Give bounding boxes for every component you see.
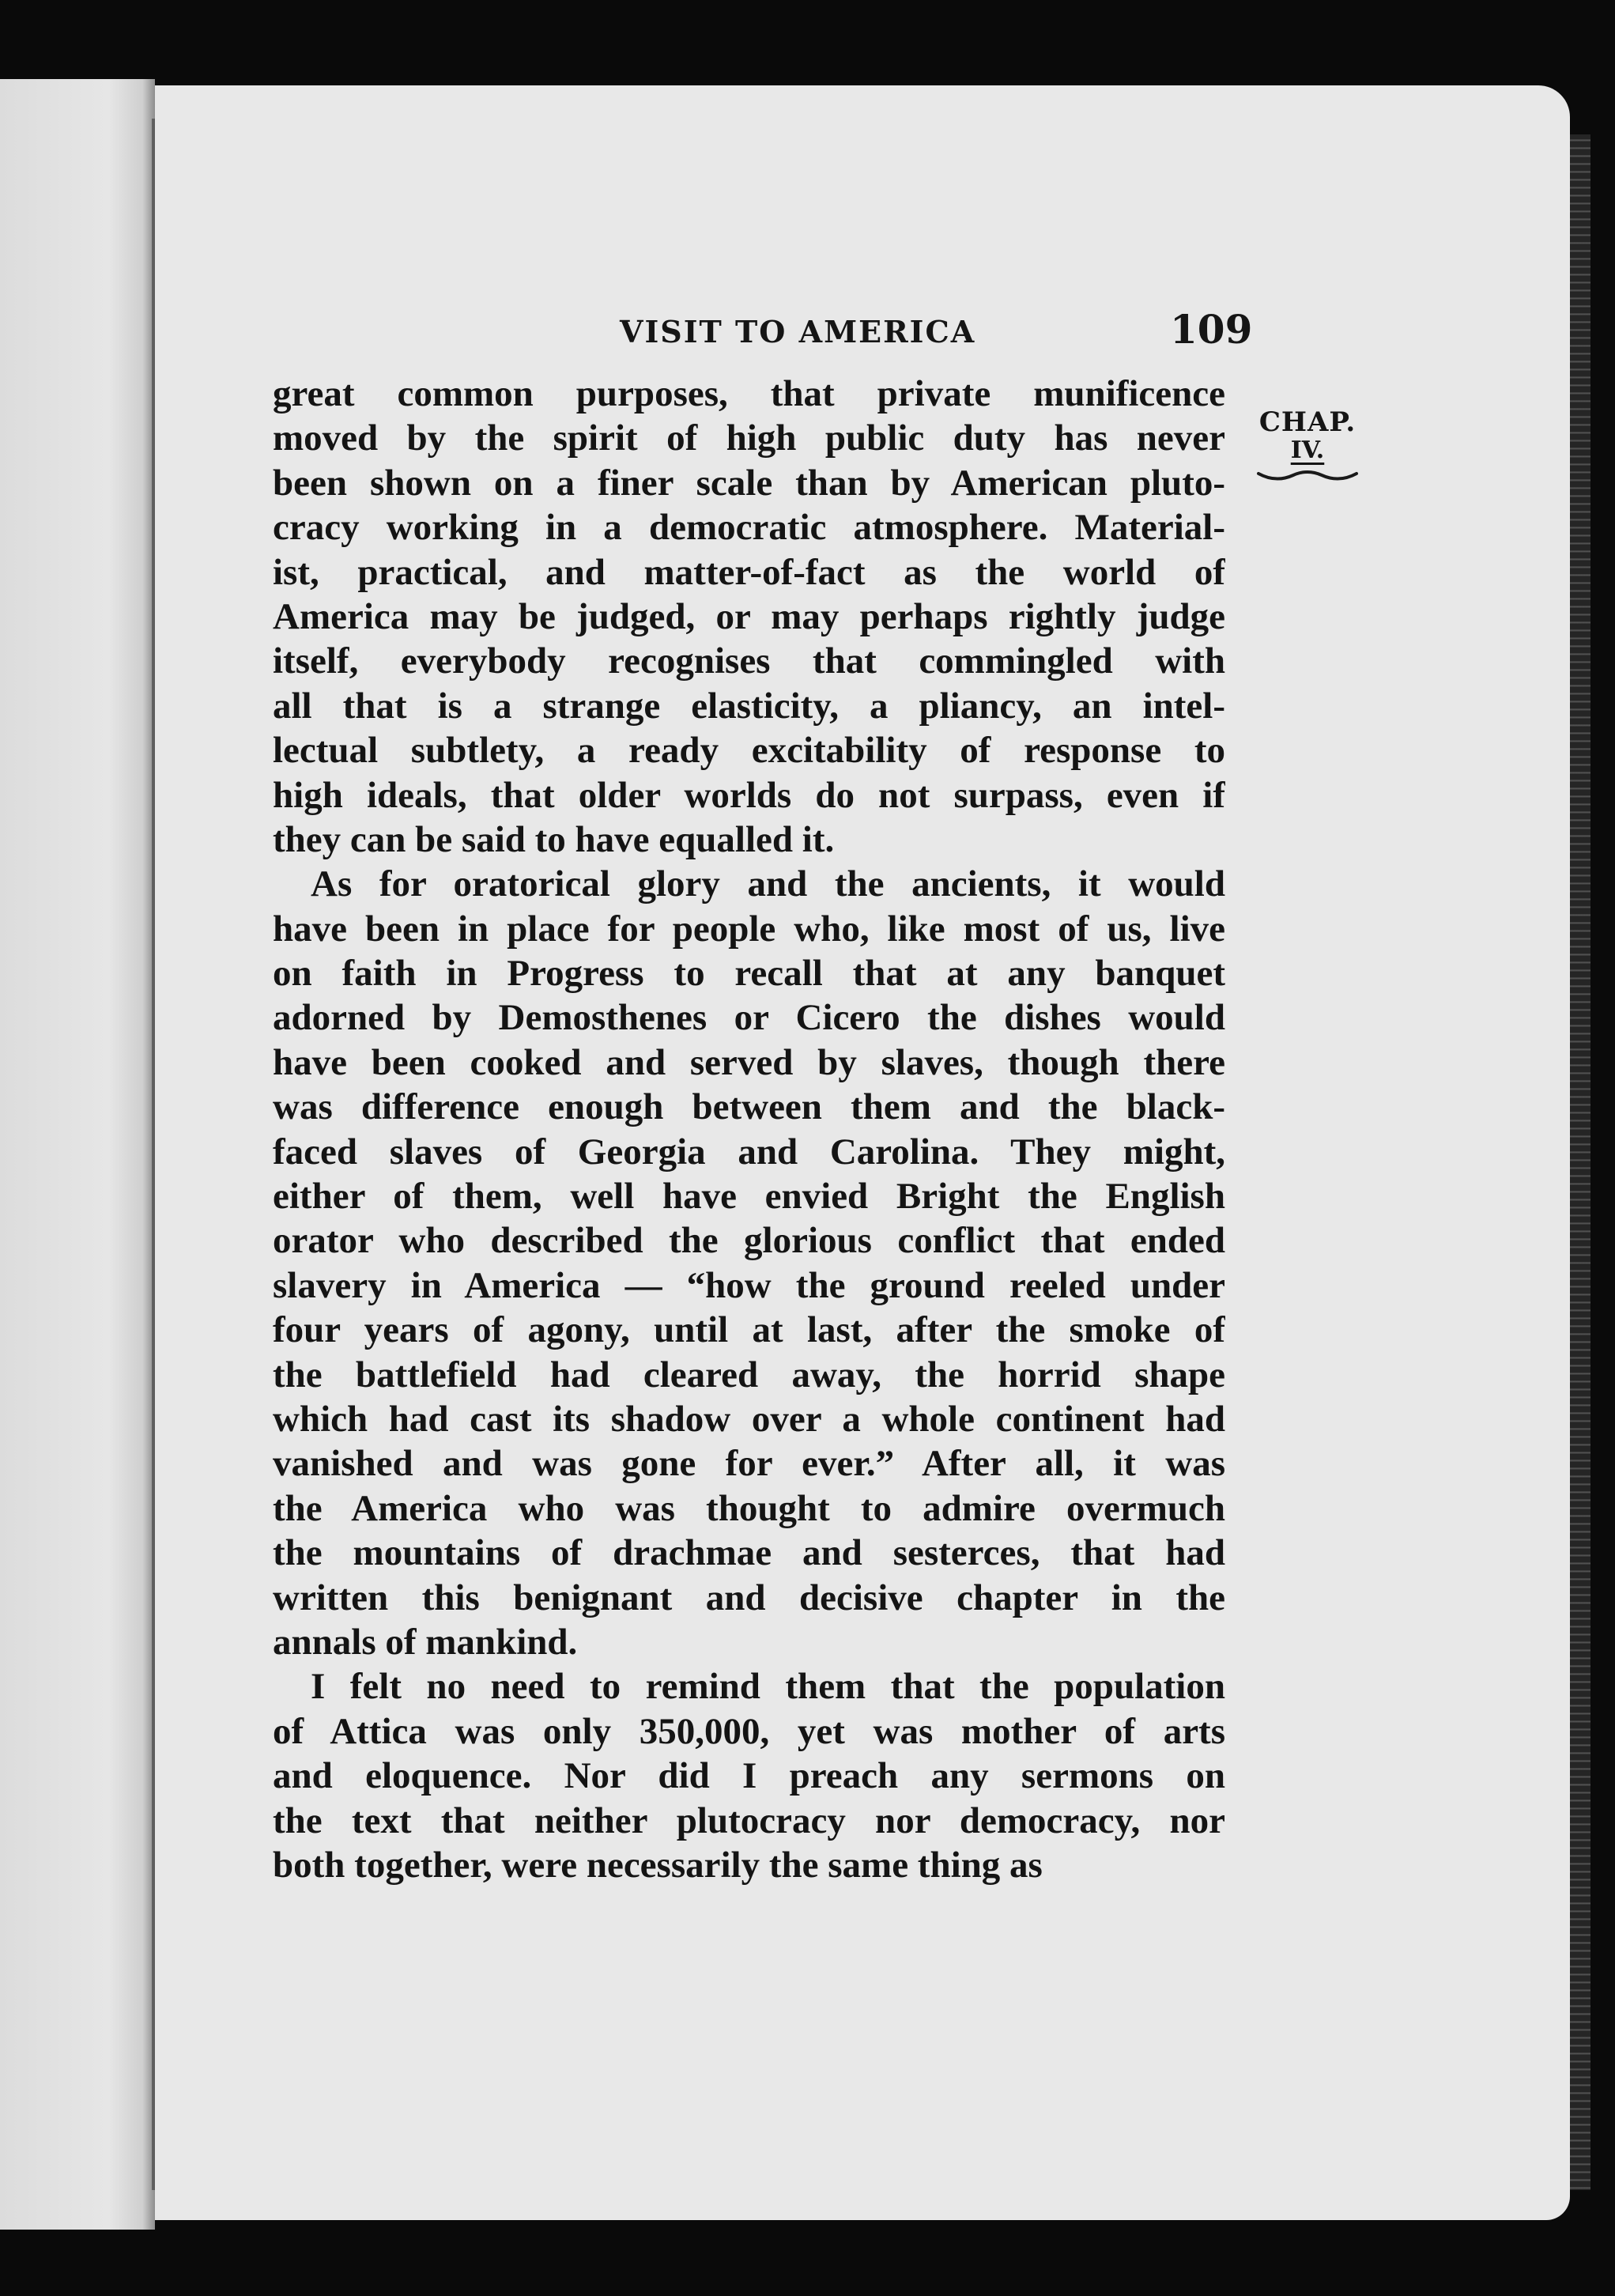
text-line: orator who described the glorious conflict that ended: [273, 1220, 1225, 1262]
text-line: lectual subtlety, a ready excitability of response to: [273, 730, 1225, 772]
text-line: slavery in America — “how the ground reeled under: [273, 1264, 1225, 1306]
text-line: great common purposes, that private munificence: [273, 373, 1225, 414]
text-line: of Attica was only 350,000, yet was mother of arts: [273, 1710, 1225, 1752]
text-line: the battlefield had cleared away, the horrid shape: [273, 1354, 1225, 1395]
text-line: I felt no need to remind them that the population: [311, 1666, 1225, 1708]
paragraph: [273, 862, 1225, 1664]
text-line: the text that neither plutocracy nor democracy, nor: [273, 1799, 1225, 1841]
ornament-flourish-icon: [1252, 466, 1363, 485]
text-line: was difference enough between them and the black-: [273, 1086, 1225, 1128]
text-line: been shown on a finer scale than by American pluto-: [273, 462, 1225, 504]
text-line: either of them, well have envied Bright the English: [273, 1176, 1225, 1218]
chapter-label: CHAP.: [1258, 406, 1357, 438]
page-stack-edge: [1570, 134, 1590, 2190]
facing-page-edge: [0, 79, 155, 2230]
text-line: annals of mankind.: [273, 1621, 578, 1663]
text-line: and eloquence. Nor did I preach any sermons on: [273, 1755, 1225, 1797]
text-line: the America who was thought to admire overmuch: [273, 1487, 1225, 1529]
page-number: 109: [1170, 306, 1253, 353]
text-line: written this benignant and decisive chapter in the: [273, 1577, 1225, 1618]
text-line: ist, practical, and matter-of-fact as the world of: [273, 551, 1225, 593]
running-head: VISIT TO AMERICA: [620, 314, 976, 349]
text-line: which had cast its shadow over a whole continent had: [273, 1398, 1225, 1440]
paragraph: [273, 1664, 1225, 1887]
text-line: vanished and was gone for ever.” After all, it was: [273, 1443, 1225, 1485]
text-line: four years of agony, until at last, after the smoke of: [273, 1309, 1225, 1351]
chapter-number: IV.: [1290, 436, 1325, 464]
text-line: As for oratorical glory and the ancients, it would: [311, 863, 1225, 905]
text-line: high ideals, that older worlds do not surpass, even if: [273, 774, 1225, 816]
body-text: [273, 372, 1225, 1887]
text-line: have been in place for people who, like most of us, live: [273, 908, 1225, 950]
text-line: have been cooked and served by slaves, though there: [273, 1041, 1225, 1083]
page-header: [155, 304, 1253, 368]
text-line: on faith in Progress to recall that at any banquet: [273, 953, 1225, 995]
text-line: cracy working in a democratic atmosphere. Material-: [273, 507, 1225, 549]
text-line: itself, everybody recognises that commingled with: [273, 640, 1225, 682]
text-line: the mountains of drachmae and sesterces, that had: [273, 1532, 1225, 1574]
text-line: America may be judged, or may perhaps rightly judge: [273, 595, 1225, 637]
text-line: all that is a strange elasticity, a pliancy, an intel-: [273, 685, 1225, 727]
text-line: both together, were necessarily the same thing as: [273, 1844, 1043, 1886]
text-line: they can be said to have equalled it.: [273, 818, 835, 860]
text-line: adorned by Demosthenes or Cicero the dishes would: [273, 997, 1225, 1039]
chapter-margin-note: [1252, 407, 1363, 485]
text-line: faced slaves of Georgia and Carolina. They might,: [273, 1131, 1225, 1173]
paragraph: [273, 372, 1225, 862]
text-line: moved by the spirit of high public duty has never: [273, 417, 1225, 459]
